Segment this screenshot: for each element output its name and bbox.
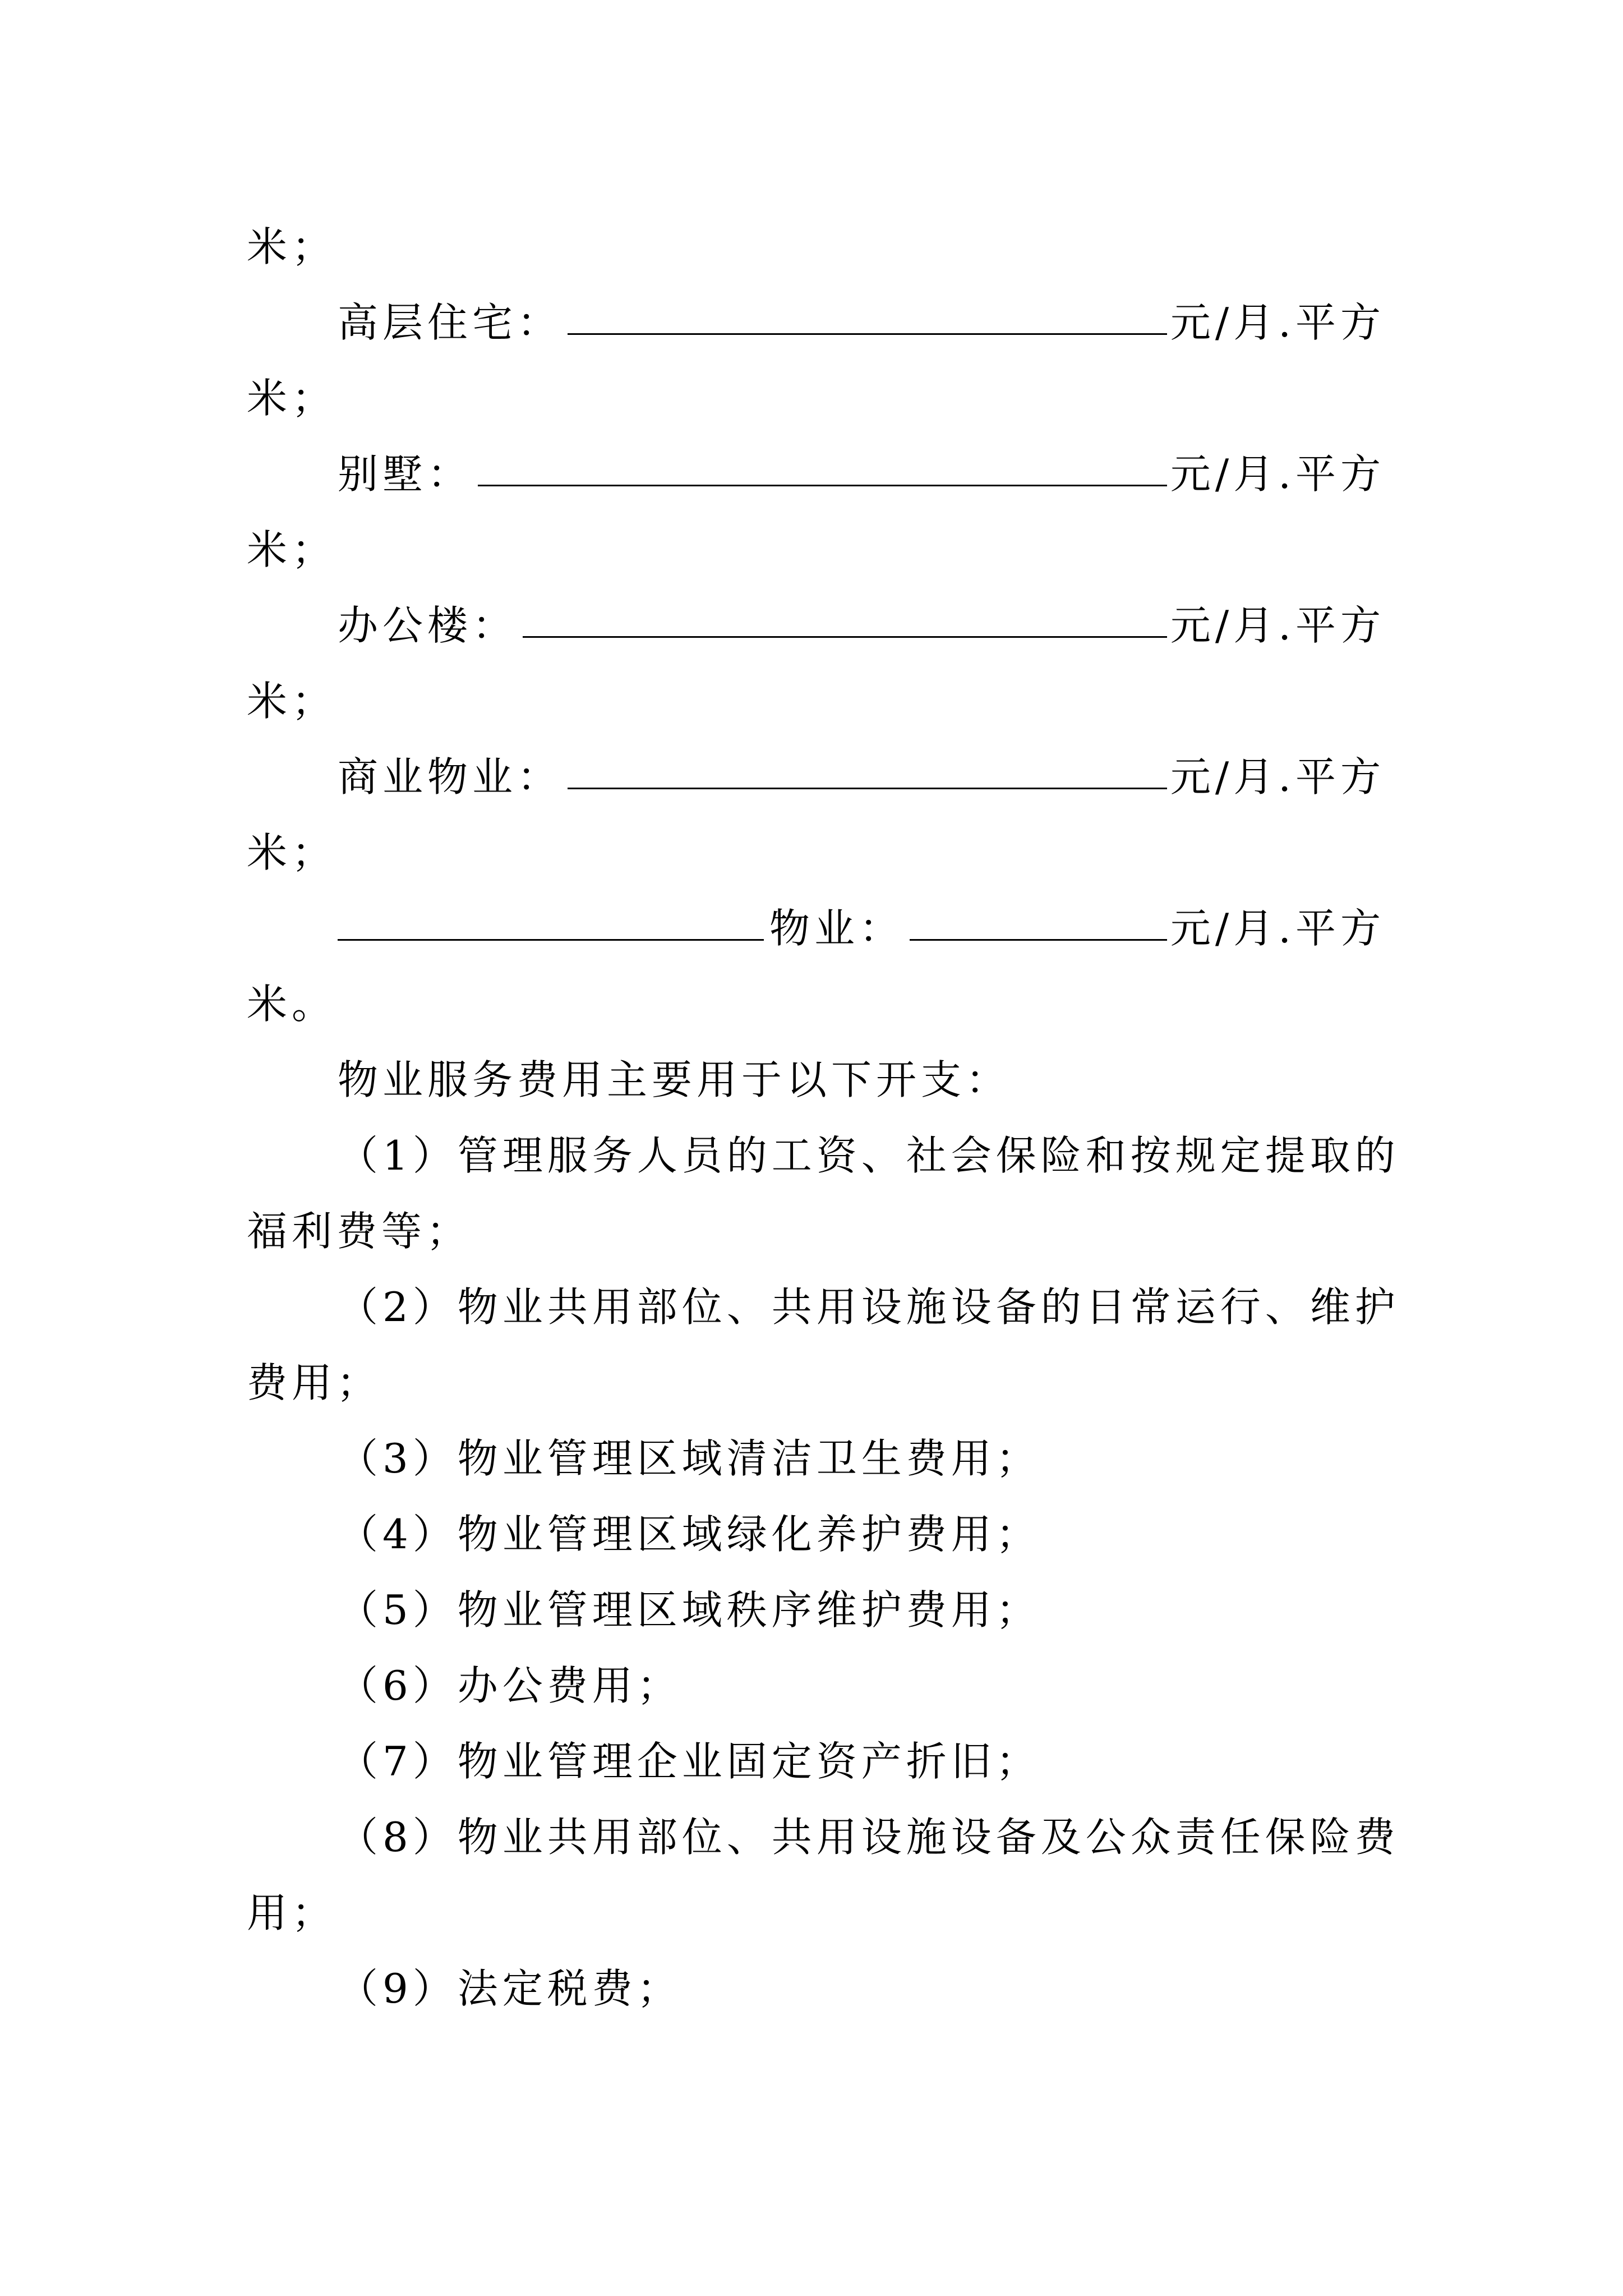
fee-label: 别墅： — [338, 450, 473, 498]
fee-unit: 元/月.平方 — [1170, 602, 1385, 649]
fill-in-blank[interactable] — [568, 754, 1167, 789]
fill-in-blank[interactable] — [338, 905, 764, 941]
fill-in-blank[interactable] — [523, 602, 1167, 638]
list-item-continuation: 福利费等； — [247, 1208, 472, 1255]
fee-row-villa — [338, 435, 1385, 513]
text-line: 米； — [247, 223, 337, 270]
fee-row-other — [338, 889, 1385, 968]
fee-row-office — [338, 586, 1385, 665]
list-item: （2）物业共用部位、共用设施设备的日常运行、维护 — [338, 1283, 1400, 1331]
list-item: （1）管理服务人员的工资、社会保险和按规定提取的 — [338, 1132, 1400, 1179]
text-line: 米； — [247, 375, 337, 422]
list-item: （8）物业共用部位、共用设施设备及公众责任保险费 — [338, 1814, 1400, 1861]
text-line: 米； — [247, 829, 337, 876]
fee-unit: 元/月.平方 — [1170, 450, 1385, 498]
list-item: （7）物业管理企业固定资产折旧； — [338, 1738, 1041, 1785]
fill-in-blank[interactable] — [478, 451, 1167, 486]
fee-row-high-rise — [338, 283, 1385, 362]
list-item: （4）物业管理区域绿化养护费用； — [338, 1511, 1041, 1558]
fill-in-blank[interactable] — [568, 300, 1167, 335]
fee-label: 高层住宅： — [338, 299, 562, 346]
fee-unit: 元/月.平方 — [1170, 753, 1385, 800]
fee-unit: 元/月.平方 — [1170, 299, 1385, 346]
fee-unit: 元/月.平方 — [1170, 905, 1385, 952]
list-item: （5）物业管理区域秩序维护费用； — [338, 1586, 1041, 1634]
text-line: 米； — [247, 678, 337, 725]
text-line: 米； — [247, 526, 337, 573]
text-line: 米。 — [247, 981, 337, 1028]
fee-label: 商业物业： — [338, 753, 562, 800]
fee-label: 办公楼： — [338, 602, 518, 649]
list-item-continuation: 费用； — [247, 1359, 382, 1406]
list-item: （6）办公费用； — [338, 1662, 682, 1709]
fill-in-blank[interactable] — [910, 905, 1167, 941]
fee-label: 物业： — [769, 905, 905, 952]
list-item-continuation: 用； — [247, 1889, 337, 1936]
paragraph-intro: 物业服务费用主要用于以下开支： — [338, 1056, 1011, 1103]
list-item: （3）物业管理区域清洁卫生费用； — [338, 1435, 1041, 1482]
fee-row-commercial — [338, 738, 1385, 816]
list-item: （9）法定税费； — [338, 1965, 682, 2012]
